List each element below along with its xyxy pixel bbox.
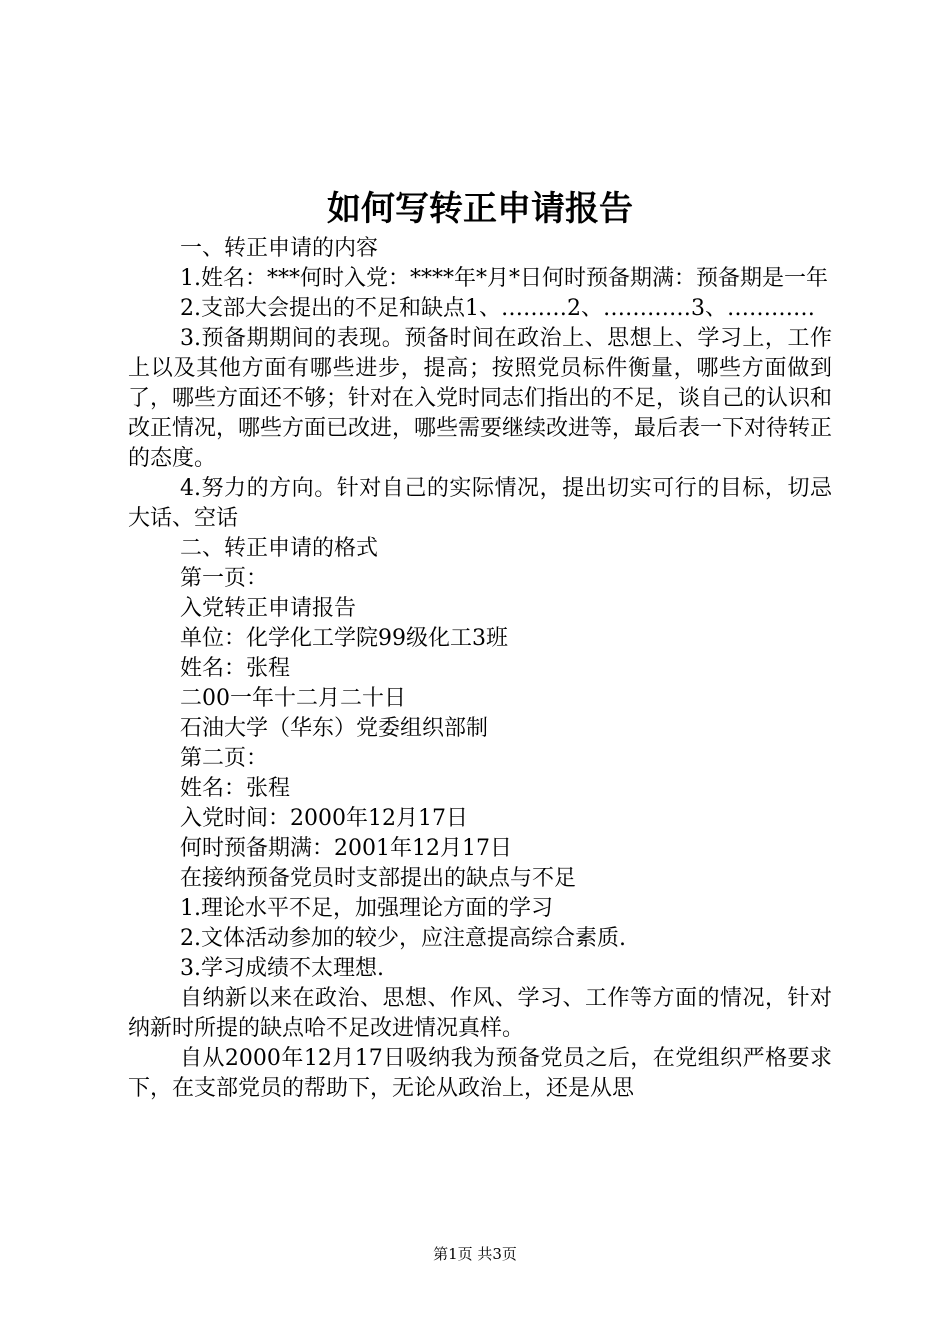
paragraph: 石油大学（华东）党委组织部制 — [180, 716, 489, 741]
page-number-footer: 第1页 共3页 — [433, 1245, 517, 1263]
paragraph: 4.努力的方向。针对自己的实际情况，提出切实可行的目标，切忌大话、空话 — [128, 476, 832, 531]
paragraph: 姓名：张程 — [180, 776, 291, 801]
paragraph: 何时预备期满：2001年12月17日 — [180, 836, 512, 861]
paragraph: 1.理论水平不足，加强理论方面的学习 — [180, 896, 553, 921]
paragraph: 自从2000年12月17日吸纳我为预备党员之后，在党组织严格要求下，在支部党员的帮助下，无论从政治上，还是从思 — [128, 1046, 832, 1101]
paragraph: 入党时间：2000年12月17日 — [180, 806, 468, 831]
paragraph: 3.预备期期间的表现。预备时间在政治上、思想上、学习上，工作上以及其他方面有哪些进步，提高；按照党员标件衡量，哪些方面做到了，哪些方面还不够；针对在入党时同志们指出的不足，谈自己的认识和改正情况，哪些方面已改进，哪些需要继续改进等，最后表一下对待转正的态度。 — [128, 326, 833, 471]
paragraph: 第二页： — [180, 746, 269, 771]
document-title: 如何写转正申请报告 — [327, 189, 633, 229]
paragraph: 二00一年十二月二十日 — [180, 686, 406, 711]
document-body — [128, 234, 832, 1104]
paragraph: 单位：化学化工学院99级化工3班 — [180, 626, 508, 651]
paragraph: 一、转正申请的内容 — [180, 236, 379, 261]
paragraph: 自纳新以来在政治、思想、作风、学习、工作等方面的情况，针对纳新时所提的缺点哈不足改进情况真样。 — [128, 986, 832, 1041]
paragraph: 在接纳预备党员时支部提出的缺点与不足 — [180, 866, 577, 891]
paragraph: 1.姓名：***何时入党：****年*月*日何时预备期满：预备期是一年 — [180, 266, 828, 291]
paragraph: 入党转正申请报告 — [180, 596, 357, 621]
paragraph: 二、转正申请的格式 — [180, 536, 379, 561]
paragraph: 第一页： — [180, 566, 269, 591]
paragraph: 2.文体活动参加的较少，应注意提高综合素质. — [180, 926, 626, 951]
paragraph: 3.学习成绩不太理想. — [180, 956, 384, 981]
paragraph: 姓名：张程 — [180, 656, 291, 681]
paragraph: 2.支部大会提出的不足和缺点1、………2、…………3、………… — [180, 296, 815, 321]
